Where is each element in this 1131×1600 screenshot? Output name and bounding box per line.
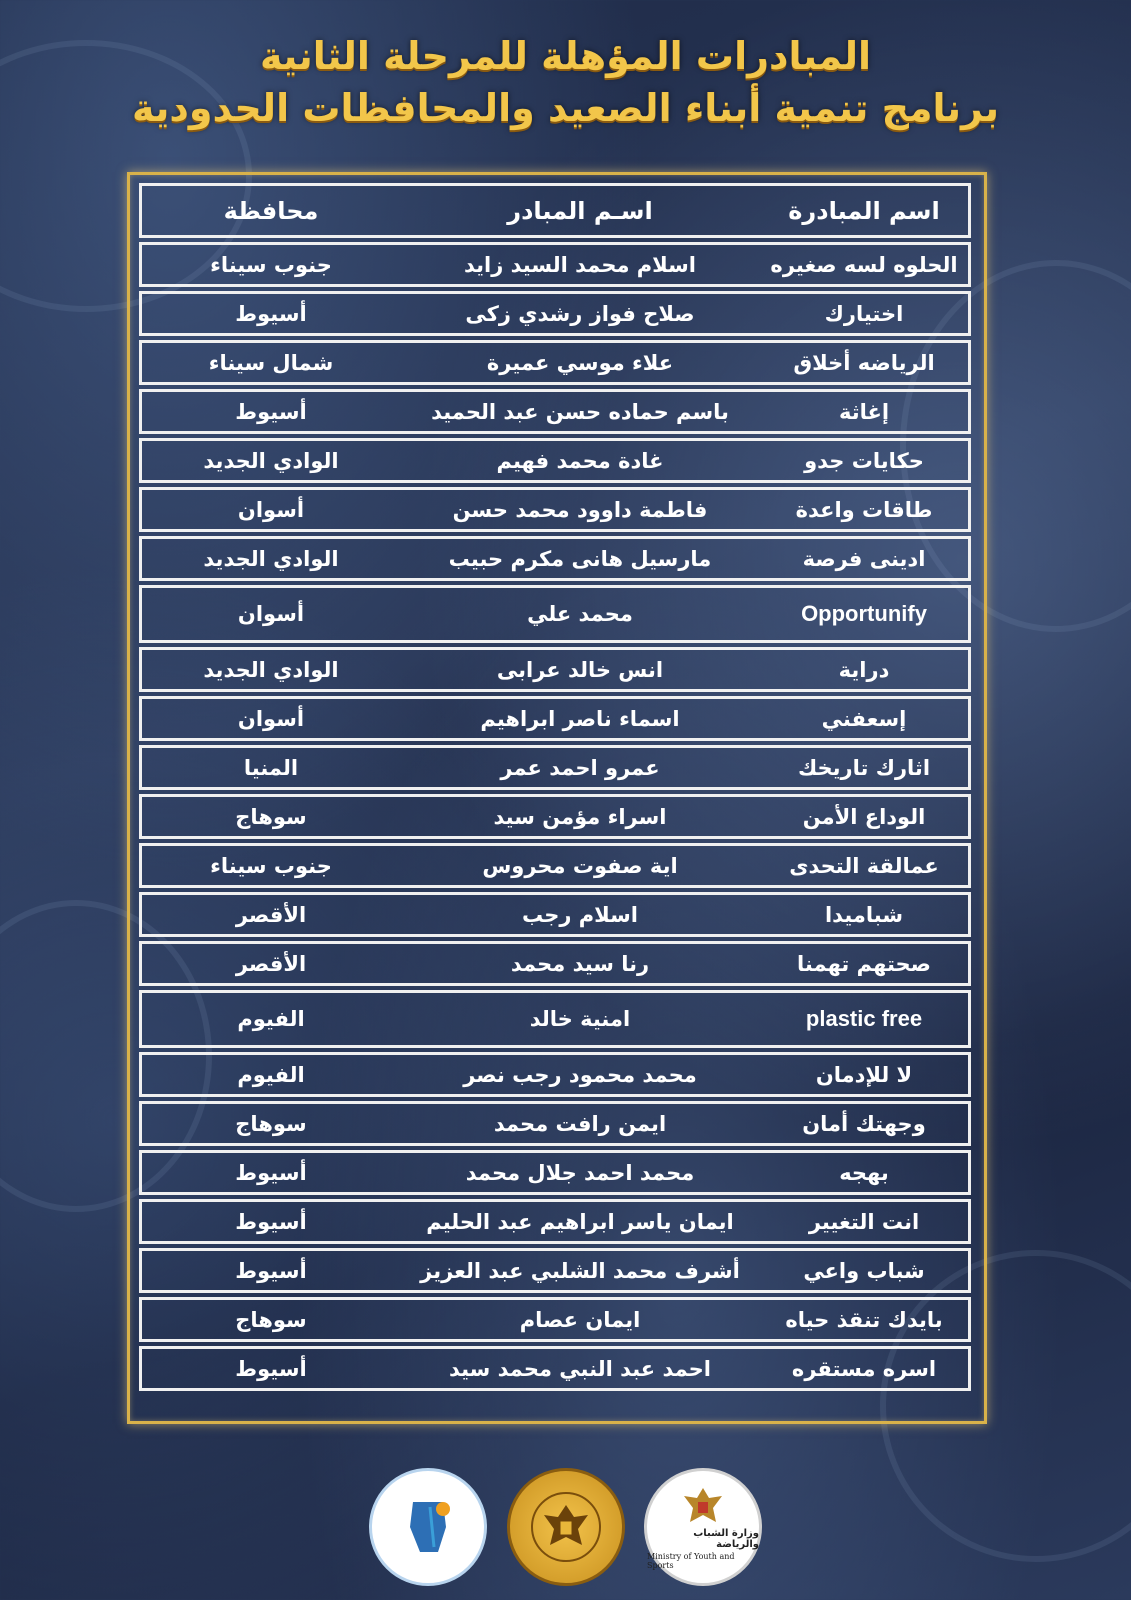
table-row <box>139 340 971 385</box>
eagle-emblem-icon <box>678 1484 728 1528</box>
initiative-cell: طاقات واعدة <box>795 497 933 522</box>
page-subtitle: برنامج تنمية أبناء الصعيد والمحافظات الحدودية <box>132 86 999 130</box>
table-row <box>139 1199 971 1244</box>
page-title: المبادرات المؤهلة للمرحلة الثانية <box>259 34 872 78</box>
initiative-cell: إسعفني <box>821 706 907 731</box>
footer-logos <box>0 1468 1131 1588</box>
name-cell: فاطمة داوود محمد حسن <box>452 497 708 522</box>
initiative-cell: انت التغيير <box>808 1209 920 1234</box>
name-cell: رنا سيد محمد <box>510 951 650 976</box>
name-cell: محمد علي <box>527 602 633 626</box>
governorate-cell: سوهاج <box>235 1111 307 1136</box>
governorate-cell: الأقصر <box>235 951 307 976</box>
governorate-cell: أسيوط <box>235 399 307 424</box>
initiative-cell: بايدك تنقذ حياه <box>785 1307 943 1332</box>
governorate-cell: أسوان <box>237 706 305 731</box>
initiative-cell: ادينى فرصة <box>802 546 926 571</box>
name-cell: ايمان ياسر ابراهيم عبد الحليم <box>426 1209 734 1234</box>
initiative-cell: حكايات جدو <box>804 448 924 473</box>
governorate-cell: الفيوم <box>237 1007 305 1031</box>
initiative-cell: اختيارك <box>824 301 904 326</box>
table-row <box>139 696 971 741</box>
governorate-cell: أسوان <box>237 602 305 626</box>
initiative-cell: اسره مستقره <box>791 1356 937 1381</box>
initiative-cell: الحلوه لسه صغيره <box>770 252 958 277</box>
column-header-governorate: محافظة <box>223 196 319 225</box>
governorate-cell: سوهاج <box>235 804 307 829</box>
table-row <box>139 1150 971 1195</box>
column-header-initiative: اسم المبادرة <box>788 196 940 225</box>
ministry-name-ar: وزارة الشباب والرياضة <box>693 1528 759 1550</box>
table-row <box>139 794 971 839</box>
initiative-cell: الوداع الأمن <box>802 804 926 829</box>
initiative-cell: بهجه <box>839 1160 889 1185</box>
name-cell: اسراء مؤمن سيد <box>493 804 667 829</box>
table-row <box>139 1297 971 1342</box>
table-row <box>139 647 971 692</box>
name-cell: اسلام رجب <box>522 902 638 927</box>
column-header-name: اسـم المبادر <box>507 196 653 225</box>
name-cell: محمد محمود رجب نصر <box>463 1062 697 1087</box>
table-row <box>139 990 971 1048</box>
name-cell: ايمان عصام <box>519 1307 641 1332</box>
name-cell: ايمن رافت محمد <box>493 1111 667 1136</box>
governorate-cell: الوادي الجديد <box>203 657 339 682</box>
table-row <box>139 843 971 888</box>
initiative-cell: اثارك تاريخك <box>797 755 931 780</box>
initiative-cell: شباميدا <box>824 902 903 927</box>
cabinet-eagle-seal-icon <box>507 1468 625 1586</box>
table-row <box>139 1052 971 1097</box>
governorate-cell: الوادي الجديد <box>203 448 339 473</box>
governorate-cell: سوهاج <box>235 1307 307 1332</box>
name-cell: اسلام محمد السيد زايد <box>464 252 696 277</box>
table-row <box>139 941 971 986</box>
governorate-cell: شمال سيناء <box>208 350 334 375</box>
table-row <box>139 389 971 434</box>
table-row <box>139 1346 971 1391</box>
governorate-cell: الوادي الجديد <box>203 546 339 571</box>
youth-sports-directorate-logo-icon <box>369 1468 487 1586</box>
name-cell: محمد احمد جلال محمد <box>465 1160 695 1185</box>
eagle-icon <box>526 1487 606 1567</box>
egypt-map-icon <box>388 1487 468 1567</box>
initiative-cell: عمالقة التحدى <box>789 853 939 878</box>
name-cell: مارسيل هانى مكرم حبيب <box>448 546 712 571</box>
governorate-cell: أسيوط <box>235 1258 307 1283</box>
initiative-cell: إغاثة <box>838 399 890 424</box>
initiative-cell: لا للإدمان <box>815 1062 913 1087</box>
governorate-cell: أسيوط <box>235 1209 307 1234</box>
table-row <box>139 438 971 483</box>
ministry-youth-sports-logo-icon <box>644 1468 762 1586</box>
governorate-cell: المنيا <box>243 755 299 780</box>
governorate-cell: أسوان <box>237 497 305 522</box>
initiative-cell: دراية <box>838 657 890 682</box>
table-row <box>139 745 971 790</box>
governorate-cell: الأقصر <box>235 902 307 927</box>
governorate-cell: جنوب سيناء <box>210 252 332 277</box>
governorate-cell: أسيوط <box>235 301 307 326</box>
table-row <box>139 487 971 532</box>
initiative-cell: Opportunify <box>801 601 927 626</box>
table-row <box>139 536 971 581</box>
table-row <box>139 892 971 937</box>
initiative-cell: صحتهم تهمنا <box>797 951 931 976</box>
name-cell: عمرو احمد عمر <box>500 755 660 780</box>
name-cell: احمد عبد النبي محمد سيد <box>448 1356 711 1381</box>
table-header-row <box>139 183 971 238</box>
governorate-cell: الفيوم <box>237 1062 305 1087</box>
name-cell: علاء موسي عميرة <box>486 350 674 375</box>
initiative-cell: شباب واعي <box>803 1258 925 1283</box>
name-cell: غادة محمد فهيم <box>496 448 664 473</box>
name-cell: اية صفوت محروس <box>482 853 678 878</box>
name-cell: أشرف محمد الشلبي عبد العزيز <box>420 1258 740 1283</box>
name-cell: باسم حماده حسن عبد الحميد <box>431 399 729 424</box>
table-row <box>139 291 971 336</box>
name-cell: امنية خالد <box>529 1007 631 1031</box>
name-cell: انس خالد عرابى <box>496 657 664 682</box>
table-row <box>139 1248 971 1293</box>
ministry-name-en: Ministry of Youth and Sports <box>647 1552 735 1570</box>
initiative-cell: وجهتك أمان <box>802 1111 926 1136</box>
governorate-cell: أسيوط <box>235 1160 307 1185</box>
governorate-cell: جنوب سيناء <box>210 853 332 878</box>
name-cell: اسماء ناصر ابراهيم <box>480 706 680 731</box>
name-cell: صلاح فواز رشدي زكى <box>465 301 695 326</box>
initiative-cell: الرياضه أخلاق <box>793 350 935 375</box>
table-row <box>139 585 971 643</box>
table-row <box>139 1101 971 1146</box>
governorate-cell: أسيوط <box>235 1356 307 1381</box>
page-header <box>0 30 1131 134</box>
initiative-cell: plastic free <box>805 1006 923 1031</box>
table-row <box>139 242 971 287</box>
